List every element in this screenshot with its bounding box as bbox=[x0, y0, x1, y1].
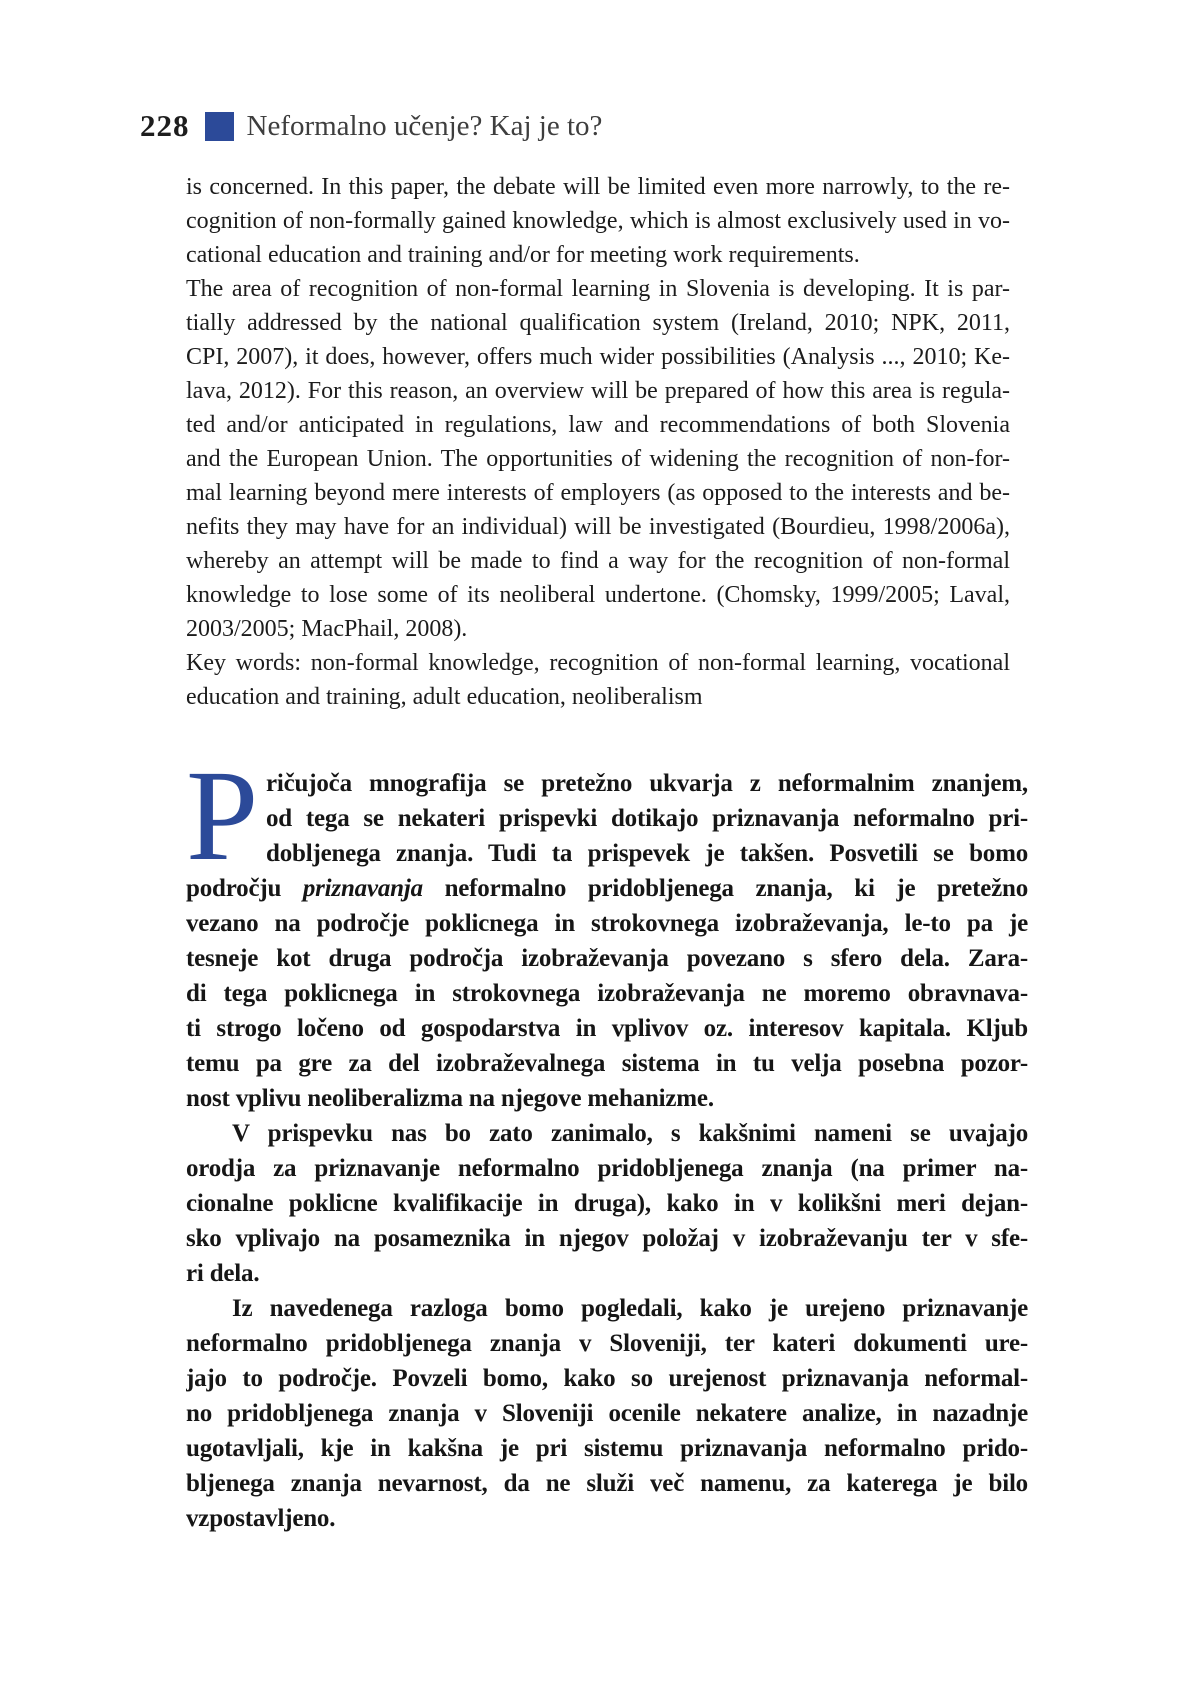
page-header bbox=[140, 108, 602, 144]
body-text-section bbox=[186, 744, 1028, 1536]
text-line: dobljenega znanja. Tudi ta prispevek je takšen. Posvetili se bomo bbox=[266, 840, 1028, 867]
text-line: mal learning beyond mere interests of employers (as opposed to the interests and be- bbox=[186, 480, 1010, 506]
text-line: orodja za priznavanje neformalno pridobljenega znanja (na primer na- bbox=[186, 1155, 1028, 1182]
text-line: whereby an attempt will be made to find a way for the recognition of non-formal bbox=[186, 548, 1010, 574]
text-line: področju priznavanja neformalno pridobljenega znanja, ki je pretežno bbox=[186, 875, 1028, 902]
text-line: sko vplivajo na posameznika in njegov položaj v izobraževanju ter v sfe- bbox=[186, 1225, 1028, 1252]
body-paragraph-dropcap bbox=[186, 744, 1028, 1116]
text-line: di tega poklicnega in strokovnega izobraževanja ne moremo obravnava- bbox=[186, 980, 1028, 1007]
text-line: ričujoča mnografija se pretežno ukvarja z neformalnim znanjem, bbox=[266, 770, 1028, 797]
paragraph-lines bbox=[186, 871, 1028, 1116]
keywords-paragraph bbox=[186, 646, 1010, 714]
text-line: vzpostavljeno. bbox=[186, 1505, 336, 1532]
text-line: The area of recognition of non-formal learning in Slovenia is developing. It is par- bbox=[186, 276, 1010, 302]
text-line: od tega se nekateri prispevki dotikajo priznavanja neformalno pri- bbox=[266, 805, 1028, 832]
text-line: V prispevku nas bo zato zanimalo, s kakšnimi nameni se uvajajo bbox=[232, 1120, 1028, 1147]
running-header-title: Neformalno učenje? Kaj je to? bbox=[246, 109, 603, 142]
text-line: Iz navedenega razloga bomo pogledali, kako je urejeno priznavanje bbox=[232, 1295, 1028, 1322]
abstract-paragraph bbox=[186, 272, 1010, 646]
text-line: jajo to področje. Povzeli bomo, kako so urejenost priznavanja neformal- bbox=[186, 1365, 1028, 1392]
body-paragraph bbox=[186, 1291, 1028, 1536]
text-line: neformalno pridobljenega znanja v Sloveniji, ter kateri dokumenti ure- bbox=[186, 1330, 1028, 1357]
text-line: cational education and training and/or for meeting work requirements. bbox=[186, 242, 860, 268]
text-line: CPI, 2007), it does, however, offers much wider possibilities (Analysis ..., 2010; Ke- bbox=[186, 344, 1010, 370]
text-line: ted and/or anticipated in regulations, law and recommendations of both Slovenia bbox=[186, 412, 1010, 438]
body-paragraph bbox=[186, 1116, 1028, 1291]
text-line: 2003/2005; MacPhail, 2008). bbox=[186, 616, 468, 642]
text-line: ri dela. bbox=[186, 1260, 260, 1287]
text-line: lava, 2012). For this reason, an overview will be prepared of how this area is regula- bbox=[186, 378, 1010, 404]
text-line: cionalne poklicne kvalifikacije in druga), kako in v kolikšni meri dejan- bbox=[186, 1190, 1028, 1217]
page-number: 228 bbox=[140, 108, 190, 143]
abstract-section bbox=[186, 170, 1010, 714]
abstract-paragraph bbox=[186, 170, 1010, 272]
text-line: is concerned. In this paper, the debate will be limited even more narrowly, to the re- bbox=[186, 174, 1010, 200]
text-line: nefits they may have for an individual) will be investigated (Bourdieu, 1998/2006a), bbox=[186, 514, 1010, 540]
text-line: knowledge to lose some of its neoliberal undertone. (Chomsky, 1999/2005; Laval, bbox=[186, 582, 1010, 608]
text-line: education and training, adult education, neoliberalism bbox=[186, 684, 703, 710]
text-line: nost vplivu neoliberalizma na njegove mehanizme. bbox=[186, 1085, 714, 1112]
text-line: cognition of non-formally gained knowledge, which is almost exclusively used in vo- bbox=[186, 208, 1010, 234]
text-line: Key words: non-formal knowledge, recognition of non-formal learning, vocational bbox=[186, 650, 1010, 676]
text-line: bljenega znanja nevarnost, da ne služi več namenu, za katerega je bilo bbox=[186, 1470, 1028, 1497]
text-line: tially addressed by the national qualification system (Ireland, 2010; NPK, 2011, bbox=[186, 310, 1010, 336]
text-line: and the European Union. The opportunities of widening the recognition of non-for- bbox=[186, 446, 1010, 472]
text-line: ti strogo ločeno od gospodarstva in vplivov oz. interesov kapitala. Kljub bbox=[186, 1015, 1028, 1042]
text-line: no pridobljenega znanja v Sloveniji ocenile nekatere analize, in nazadnje bbox=[186, 1400, 1028, 1427]
text-line: tesneje kot druga področja izobraževanja povezano s sfero dela. Zara- bbox=[186, 945, 1028, 972]
section-marker-square-icon bbox=[205, 112, 234, 141]
dropcap-wrapped-lines bbox=[186, 744, 1028, 888]
drop-cap-letter: P bbox=[186, 744, 259, 888]
text-line: vezano na področje poklicnega in strokovnega izobraževanja, le-to pa je bbox=[186, 910, 1028, 937]
text-line: temu pa gre za del izobraževalnega sistema in tu velja posebna pozor- bbox=[186, 1050, 1028, 1077]
text-line: ugotavljali, kje in kakšna je pri sistemu priznavanja neformalno prido- bbox=[186, 1435, 1028, 1462]
